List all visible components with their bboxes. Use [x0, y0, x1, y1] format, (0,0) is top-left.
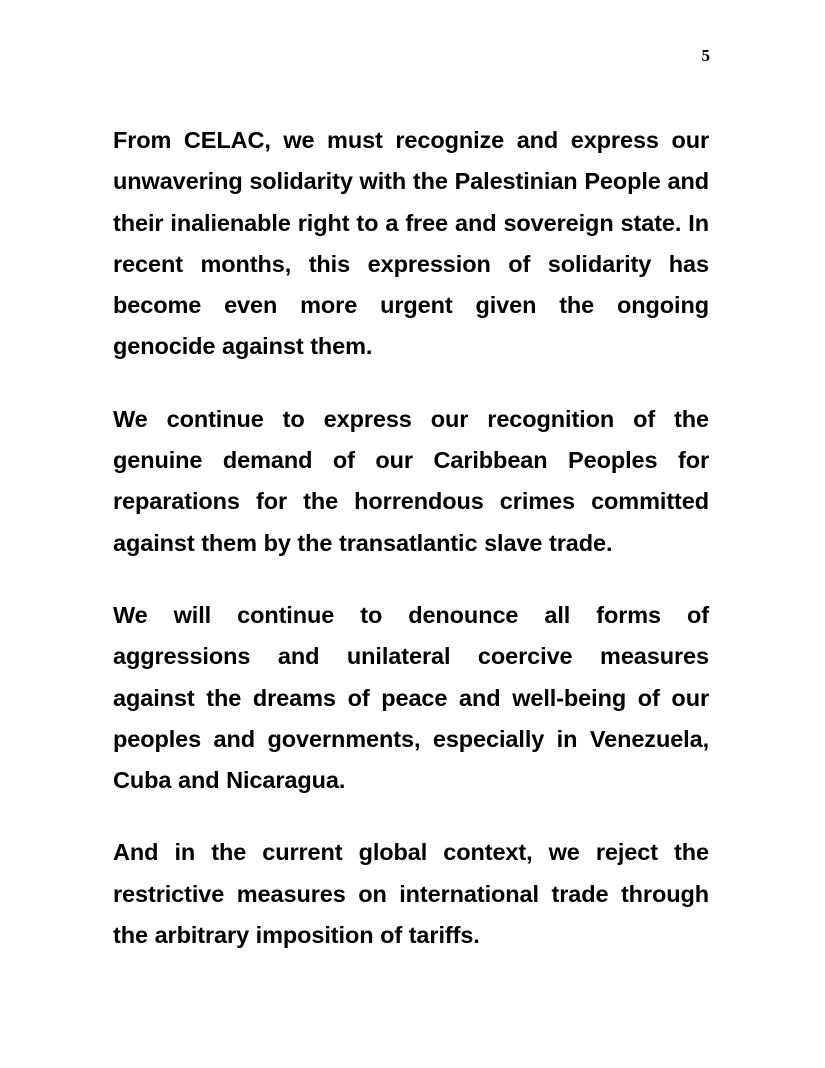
- document-body: [113, 120, 709, 956]
- paragraph-celac-palestine-solidarity: From CELAC, we must recognize and express our unwavering solidarity with the Palestinian People and their inalienable right to a free and sovereign state. In recent months, this expression of solidarity has become even more urgent given the ongoing genocide against them.: [113, 127, 709, 360]
- paragraph-trade-tariffs: And in the current global context, we reject the restrictive measures on international trade through the arbitrary imposition of tariffs.: [113, 839, 709, 949]
- paragraph-caribbean-reparations: We continue to express our recognition of the genuine demand of our Caribbean Peoples for reparations for the horrendous crimes committed against them by the transatlantic slave trade.: [113, 405, 709, 556]
- page-number: 5: [701, 46, 710, 65]
- paragraph-unilateral-coercive-measures: We will continue to denounce all forms of aggressions and unilateral coercive measures against the dreams of peace and well-being of our peoples and governments, especially in Venezuela, Cuba and Nicaragua.: [113, 601, 709, 794]
